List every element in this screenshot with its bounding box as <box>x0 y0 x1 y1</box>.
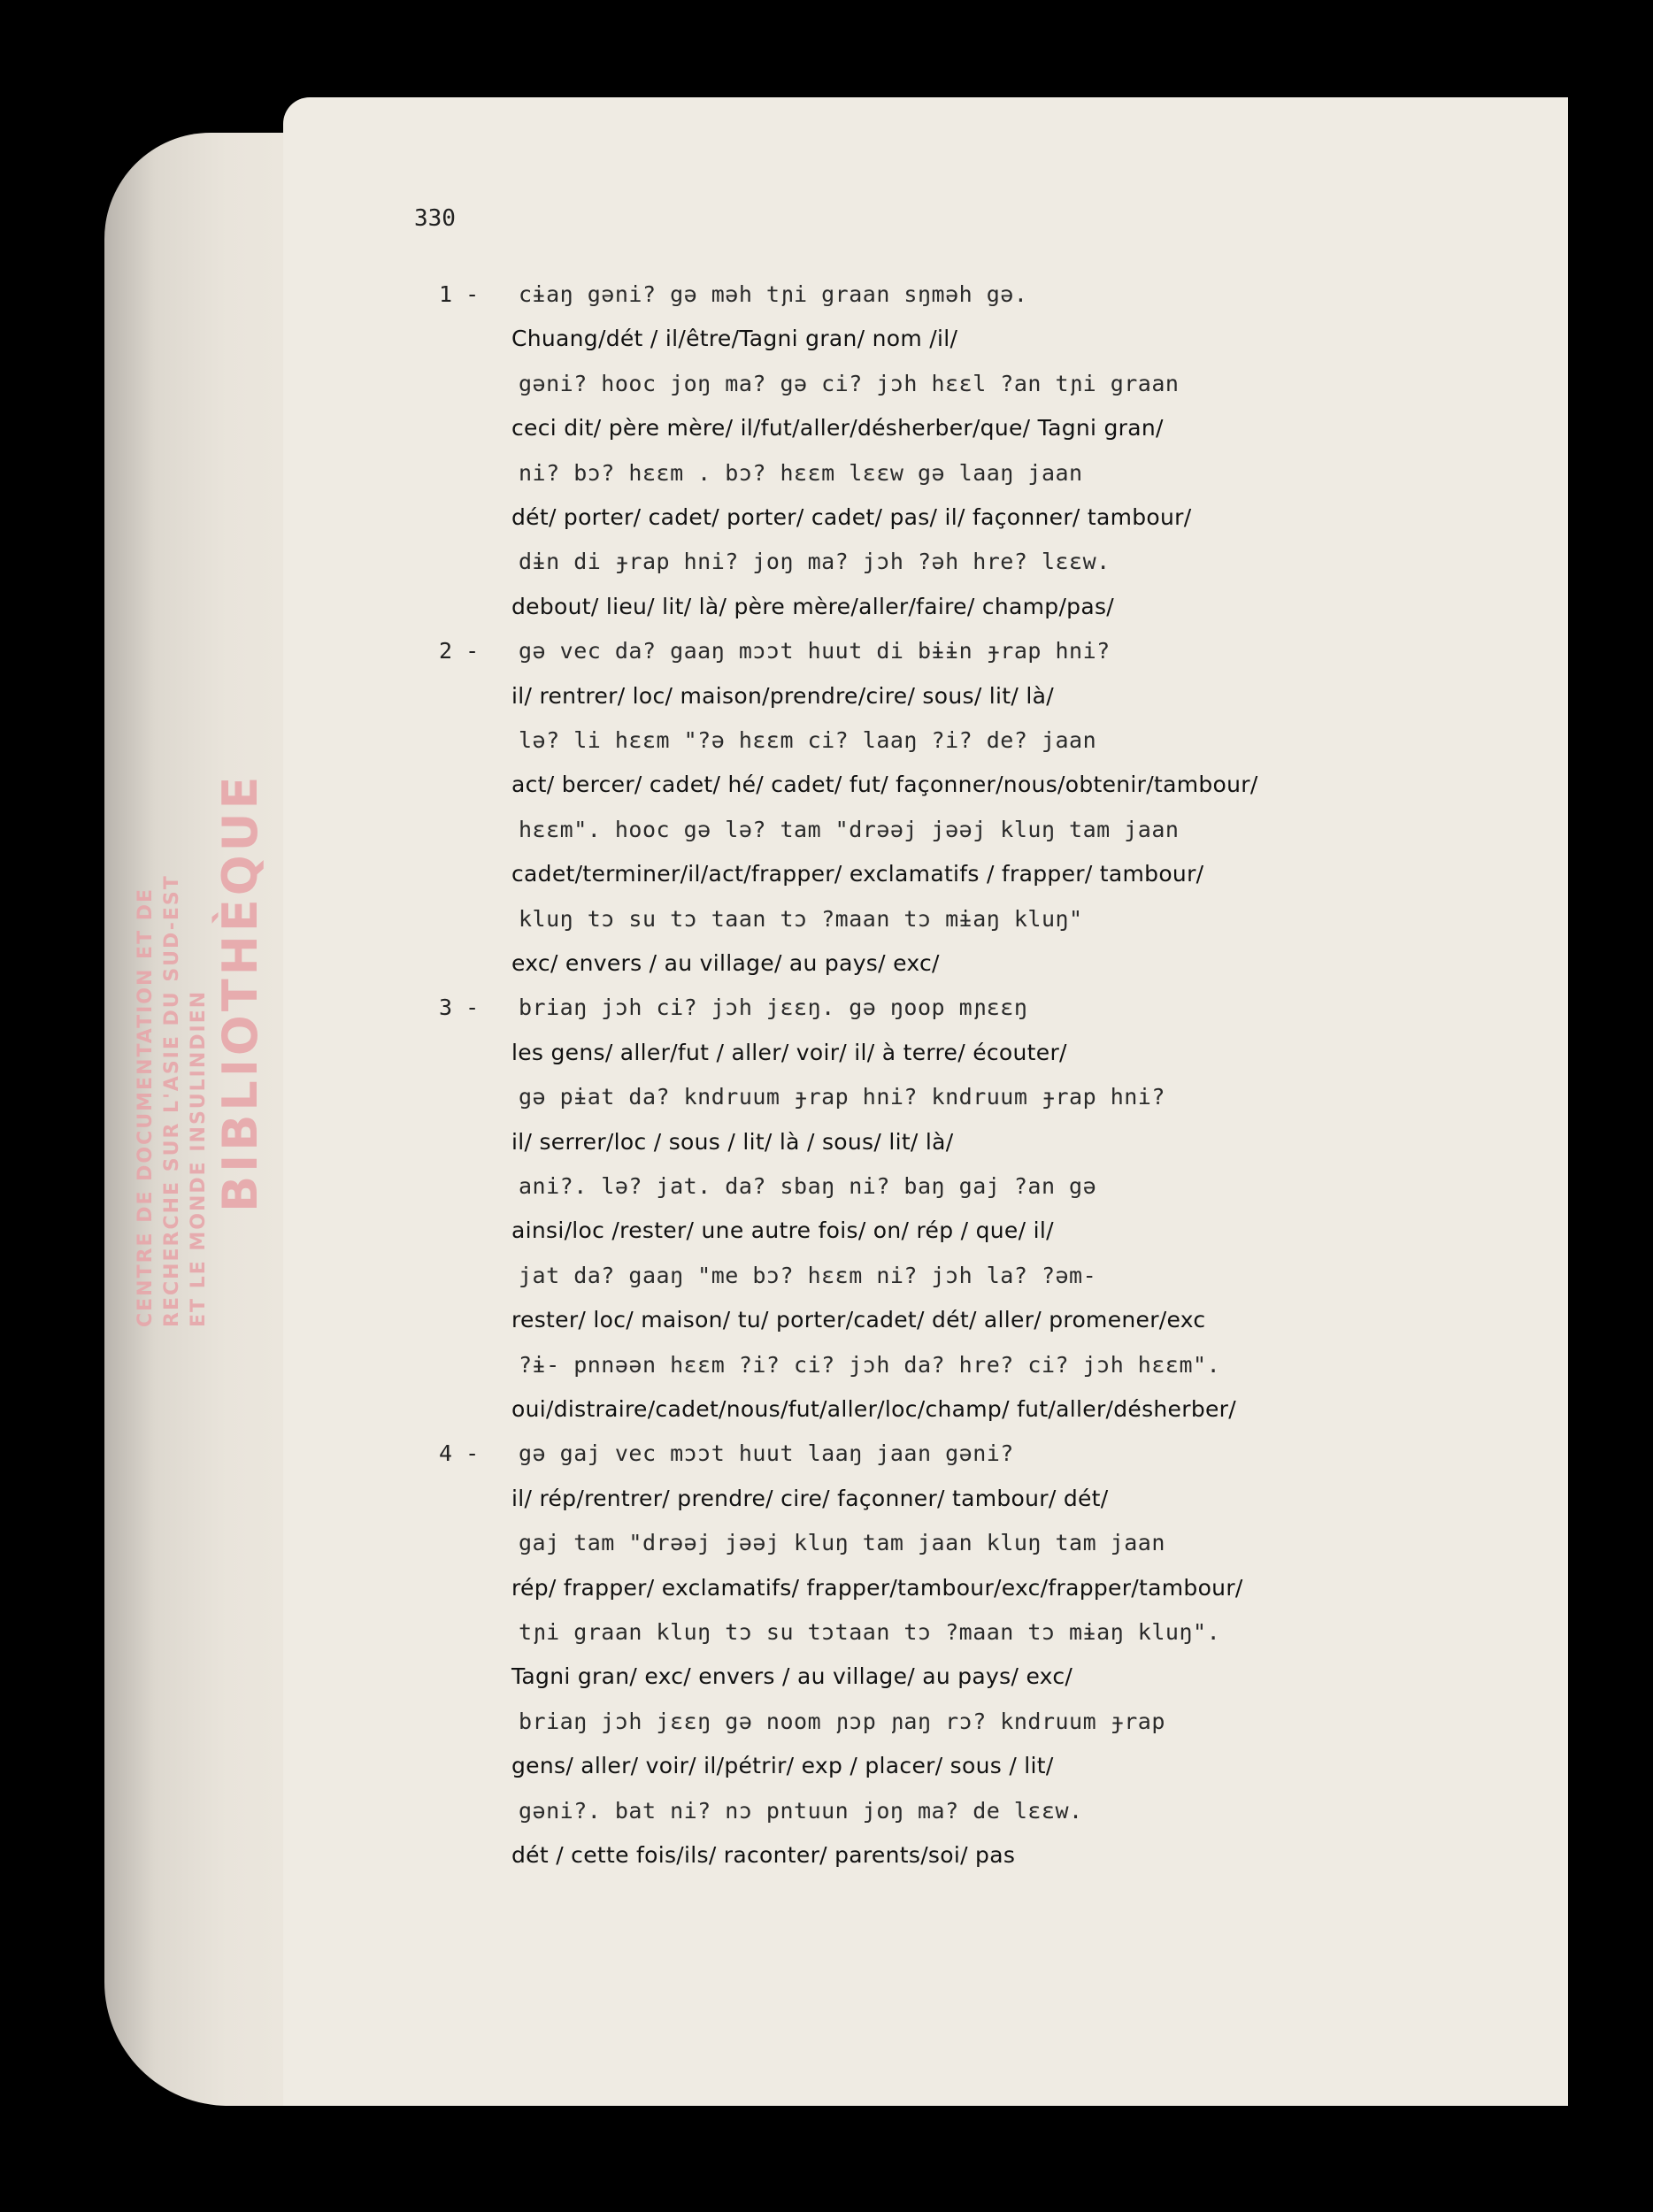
vernacular-line: kluŋ tɔ su tɔ taan tɔ ?maan tɔ mɨaŋ kluŋ" <box>519 905 1083 932</box>
gloss-line: act/ bercer/ cadet/ hé/ cadet/ fut/ façonner/nous/obtenir/tambour/ <box>511 772 1258 798</box>
vernacular-line: ?ɨ- pnnəən hɛɛm ?i? ci? jɔh da? hre? ci? jɔh hɛɛm". <box>519 1351 1221 1378</box>
vernacular-line: briaŋ jɔh jɛɛŋ gə noom ɲɔp ɲaŋ rɔ? kndruum ɟrap <box>519 1708 1165 1734</box>
vernacular-line: jat da? gaaŋ "me bɔ? hɛɛm ni? jɔh la? ?əm- <box>519 1262 1097 1288</box>
paragraph-number: 4 - <box>439 1440 480 1467</box>
gloss-line: dét / cette fois/ils/ raconter/ parents/soi/ pas <box>511 1842 1016 1868</box>
gloss-line: il/ serrer/loc / sous / lit/ là / sous/ lit/ là/ <box>511 1128 954 1155</box>
library-stamp <box>133 773 269 1327</box>
vernacular-line: gə vec da? gaaŋ mɔɔt huut di bɨɨn ɟrap hni? <box>519 638 1111 664</box>
gloss-line: ceci dit/ père mère/ il/fut/aller/désherber/que/ Tagni gran/ <box>511 415 1164 442</box>
gloss-line: il/ rentrer/ loc/ maison/prendre/cire/ sous/ lit/ là/ <box>511 682 1054 709</box>
page-number: 330 <box>414 205 456 232</box>
gloss-line: debout/ lieu/ lit/ là/ père mère/aller/faire/ champ/pas/ <box>511 593 1115 619</box>
paragraph-number: 3 - <box>439 995 480 1021</box>
vernacular-line: gəni?. bat ni? nɔ pntuun joŋ ma? de lɛɛw. <box>519 1797 1083 1824</box>
vernacular-line: lə? li hɛɛm "?ə hɛɛm ci? laaŋ ?i? de? jaan <box>519 727 1097 753</box>
gloss-line: Tagni gran/ exc/ envers / au village/ au pays/ exc/ <box>511 1663 1073 1690</box>
gloss-line: rép/ frapper/ exclamatifs/ frapper/tambour/exc/frapper/tambour/ <box>511 1574 1243 1601</box>
vernacular-line: gəni? hooc joŋ ma? gə ci? jɔh hɛɛl ?an tɲi graan <box>519 370 1180 396</box>
stamp-line-2: RECHERCHE SUR L'ASIE DU SUD-EST <box>161 874 183 1327</box>
vernacular-line: cɨaŋ gəni? gə məh tɲi graan sŋməh gə. <box>519 281 1028 307</box>
vernacular-line: ani?. lə? jat. da? sbaŋ ni? baŋ gaj ?an gə <box>519 1173 1097 1199</box>
vernacular-line: tɲi graan kluŋ tɔ su tɔtaan tɔ ?maan tɔ mɨaŋ kluŋ". <box>519 1619 1221 1645</box>
gloss-line: gens/ aller/ voir/ il/pétrir/ exp / placer/ sous / lit/ <box>511 1753 1054 1779</box>
gloss-line: dét/ porter/ cadet/ porter/ cadet/ pas/ il/ façonner/ tambour/ <box>511 504 1192 530</box>
vernacular-line: gə pɨat da? kndruum ɟrap hni? kndruum ɟrap hni? <box>519 1084 1165 1110</box>
gloss-line: ainsi/loc /rester/ une autre fois/ on/ rép / que/ il/ <box>511 1217 1054 1244</box>
stamp-title: BIBLIOTHÈQUE <box>212 772 268 1212</box>
stamp-line-1: CENTRE DE DOCUMENTATION ET DE <box>135 887 157 1327</box>
gloss-line: oui/distraire/cadet/nous/fut/aller/loc/champ/ fut/aller/désherber/ <box>511 1396 1236 1422</box>
stamp-line-3: ET LE MONDE INSULINDIEN <box>188 989 210 1327</box>
vernacular-line: ni? bɔ? hɛɛm . bɔ? hɛɛm lɛɛw gə laaŋ jaan <box>519 459 1083 486</box>
gloss-line: Chuang/dét / il/être/Tagni gran/ nom /il/ <box>511 326 958 352</box>
vernacular-line: dɨn di ɟrap hni? joŋ ma? jɔh ?əh hre? lɛɛw. <box>519 549 1111 575</box>
gloss-line: rester/ loc/ maison/ tu/ porter/cadet/ dét/ aller/ promener/exc <box>511 1307 1206 1333</box>
paragraph-number: 2 - <box>439 638 480 664</box>
vernacular-line: hɛɛm". hooc gə lə? tam "drəəj jəəj kluŋ tam jaan <box>519 816 1180 842</box>
vernacular-line: gaj tam "drəəj jəəj kluŋ tam jaan kluŋ tam jaan <box>519 1530 1165 1556</box>
vernacular-line: gə gaj vec mɔɔt huut laaŋ jaan gəni? <box>519 1440 1014 1467</box>
vernacular-line: briaŋ jɔh ci? jɔh jɛɛŋ. gə ŋoop mɲɛɛŋ <box>519 995 1028 1021</box>
paragraph-number: 1 - <box>439 281 480 307</box>
gloss-line: il/ rép/rentrer/ prendre/ cire/ façonner/ tambour/ dét/ <box>511 1485 1109 1511</box>
gloss-line: exc/ envers / au village/ au pays/ exc/ <box>511 950 940 976</box>
gloss-line: cadet/terminer/il/act/frapper/ exclamatifs / frapper/ tambour/ <box>511 861 1204 887</box>
gloss-line: les gens/ aller/fut / aller/ voir/ il/ à terre/ écouter/ <box>511 1039 1067 1065</box>
